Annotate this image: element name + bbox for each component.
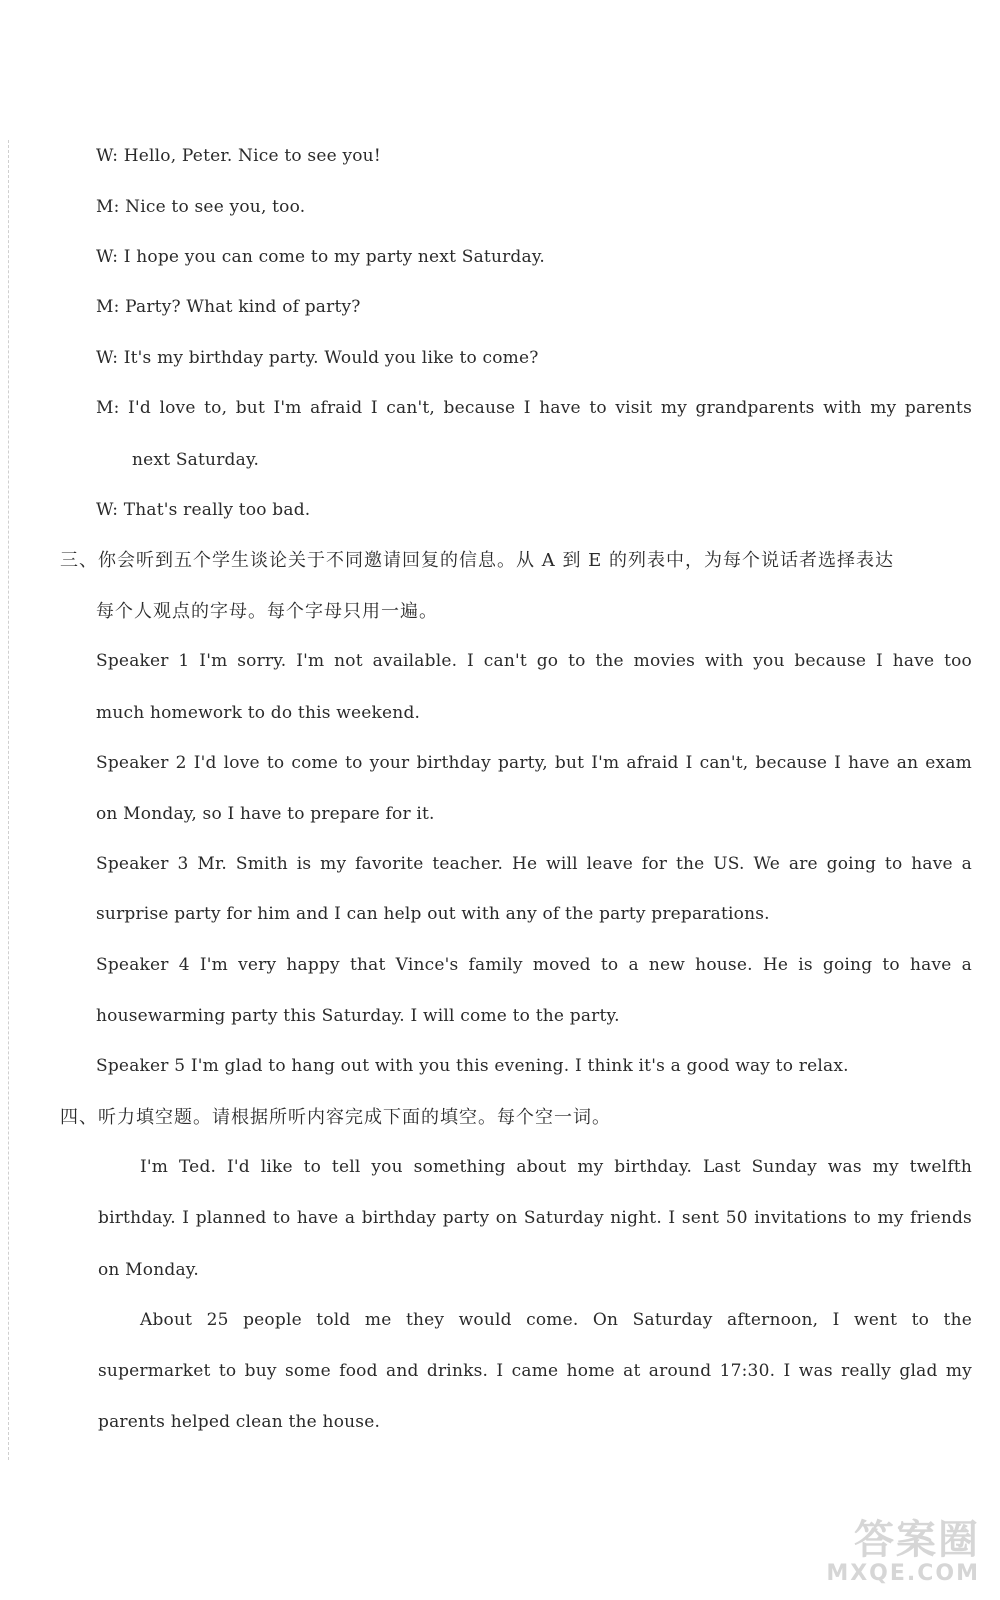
passage-line: on Monday. xyxy=(98,1260,199,1280)
passage-line: I'm Ted. I'd like to tell you something about my birthday. Last Sunday was my twelfth xyxy=(140,1157,972,1177)
watermark-url: MXQE.COM xyxy=(826,1561,980,1586)
speaker-line: Speaker 2 I'd love to come to your birthday party, but I'm afraid I can't, because I have an exam xyxy=(96,753,972,773)
speaker-line-continuation: surprise party for him and I can help out with any of the party preparations. xyxy=(96,904,770,924)
speaker-line-continuation: housewarming party this Saturday. I will come to the party. xyxy=(96,1006,620,1026)
dialogue-line: W: Hello, Peter. Nice to see you! xyxy=(96,146,381,166)
watermark-logo xyxy=(780,1518,980,1588)
section-3-heading-continuation: 每个人观点的字母。每个字母只用一遍。 xyxy=(96,601,438,622)
speaker-line: Speaker 3 Mr. Smith is my favorite teacher. He will leave for the US. We are going to have a xyxy=(96,854,972,874)
page-margin-rule xyxy=(8,140,9,1460)
speaker-line-continuation: on Monday, so I have to prepare for it. xyxy=(96,804,435,824)
watermark-text: 答案圈 xyxy=(854,1517,980,1563)
dialogue-line: M: Party? What kind of party? xyxy=(96,297,361,317)
section-4-heading: 四、听力填空题。请根据所听内容完成下面的填空。每个空一词。 xyxy=(60,1107,611,1128)
passage-line: About 25 people told me they would come. On Saturday afternoon, I went to the xyxy=(140,1310,972,1330)
speaker-line: Speaker 4 I'm very happy that Vince's family moved to a new house. He is going to have a xyxy=(96,955,972,975)
speaker-line-continuation: much homework to do this weekend. xyxy=(96,703,421,723)
dialogue-line: M: I'd love to, but I'm afraid I can't, because I have to visit my grandparents with my parents xyxy=(96,398,972,418)
passage-line: parents helped clean the house. xyxy=(98,1412,381,1432)
dialogue-line: M: Nice to see you, too. xyxy=(96,197,306,217)
dialogue-line-continuation: next Saturday. xyxy=(132,450,260,470)
dialogue-line: W: That's really too bad. xyxy=(96,500,311,520)
section-3-heading: 三、你会听到五个学生谈论关于不同邀请回复的信息。从 A 到 E 的列表中，为每个说话者选择表达 xyxy=(60,550,895,571)
speaker-line: Speaker 1 I'm sorry. I'm not available. I can't go to the movies with you because I have too xyxy=(96,651,972,671)
speaker-line: Speaker 5 I'm glad to hang out with you this evening. I think it's a good way to relax. xyxy=(96,1056,849,1076)
passage-line: supermarket to buy some food and drinks. I came home at around 17:30. I was really glad my xyxy=(98,1361,972,1381)
dialogue-line: W: It's my birthday party. Would you like to come? xyxy=(96,348,539,368)
dialogue-line: W: I hope you can come to my party next Saturday. xyxy=(96,247,545,267)
passage-line: birthday. I planned to have a birthday party on Saturday night. I sent 50 invitations to my friends xyxy=(98,1208,972,1228)
